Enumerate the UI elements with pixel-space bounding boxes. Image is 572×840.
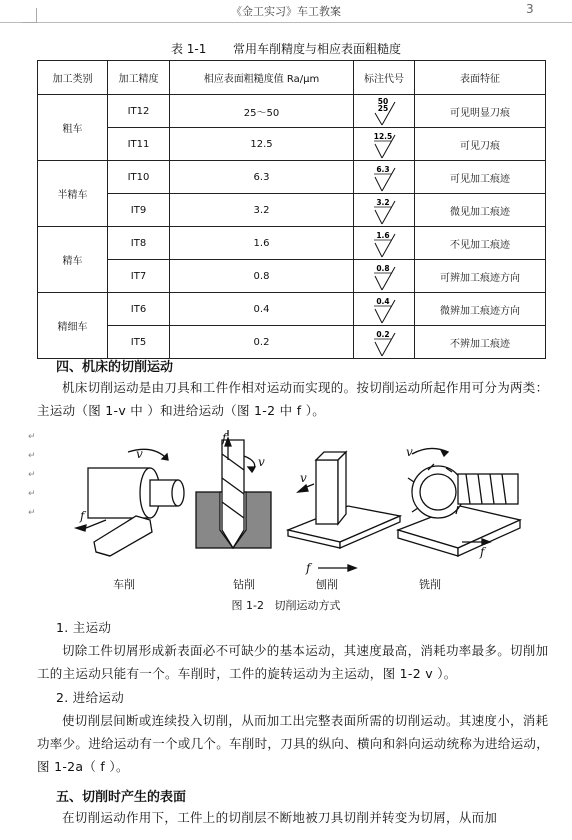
figure-label-planing: 刨削 — [316, 578, 338, 591]
feed-symbol: f — [480, 545, 485, 559]
ra-cell: 12.5 — [170, 128, 354, 161]
ra-cell: 0.2 — [170, 326, 354, 359]
roughness-symbol-icon — [371, 130, 397, 159]
roughness-symbol-icon — [371, 97, 397, 126]
page-number: 3 — [526, 2, 534, 16]
table-row — [38, 128, 546, 161]
roughness-value-top: 6.3 — [376, 164, 390, 174]
table-row — [38, 227, 546, 260]
roughness-symbol-icon — [371, 163, 397, 192]
feed-symbol: f — [80, 509, 85, 523]
roughness-value-top: 3.2 — [376, 197, 390, 207]
header-cell: 加工类别 — [38, 61, 108, 95]
code-cell — [354, 260, 415, 293]
turning-diagram — [76, 449, 184, 556]
code-cell — [354, 293, 415, 326]
header-cell: 标注代号 — [354, 61, 415, 95]
feature-cell: 可见明显刀痕 — [415, 95, 546, 128]
feed-symbol: f — [222, 431, 227, 445]
code-cell — [354, 161, 415, 194]
grade-cell: IT6 — [108, 293, 170, 326]
roughness-value-top: 0.2 — [376, 329, 390, 339]
header-cell: 加工精度 — [108, 61, 170, 95]
roughness-symbol-icon — [371, 328, 397, 357]
figure-caption: 图 1-2 切削运动方式 — [231, 599, 341, 612]
grade-cell: IT5 — [108, 326, 170, 359]
section-heading: 五、切削时产生的表面 — [56, 790, 187, 805]
drilling-diagram — [196, 430, 271, 548]
velocity-symbol: v — [258, 455, 265, 469]
roughness-value-top: 50 — [377, 96, 389, 106]
feature-cell: 可辨加工痕迹方向 — [415, 260, 546, 293]
figure-label-milling: 铣削 — [419, 578, 441, 591]
code-cell — [354, 95, 415, 128]
roughness-symbol-icon — [371, 229, 397, 258]
table-row — [38, 161, 546, 194]
feature-cell: 不辨加工痕迹 — [415, 326, 546, 359]
paragraph-marks: ↵ ↵ ↵ ↵ ↵ — [28, 432, 36, 518]
code-cell — [354, 227, 415, 260]
grade-cell: IT10 — [108, 161, 170, 194]
grade-cell: IT9 — [108, 194, 170, 227]
code-cell — [354, 326, 415, 359]
code-cell — [354, 194, 415, 227]
roughness-value-top: 12.5 — [373, 131, 393, 141]
roughness-symbol-icon — [371, 262, 397, 291]
feature-cell: 微见加工痕迹 — [415, 194, 546, 227]
ra-cell: 0.4 — [170, 293, 354, 326]
header-cell: 表面特征 — [415, 61, 546, 95]
table-row — [38, 326, 546, 359]
table-row — [38, 194, 546, 227]
roughness-symbol-icon — [371, 196, 397, 225]
milling-diagram — [398, 448, 520, 556]
planing-diagram — [288, 452, 400, 571]
roughness-value-top: 1.6 — [376, 230, 390, 240]
ra-cell: 25～50 — [170, 95, 354, 128]
category-cell: 精车 — [38, 227, 108, 293]
roughness-value-bottom: 25 — [377, 103, 389, 113]
velocity-symbol: v — [136, 447, 143, 461]
figure-label-drilling: 钻削 — [233, 578, 255, 591]
velocity-symbol: v — [300, 471, 307, 485]
ra-cell: 3.2 — [170, 194, 354, 227]
subsection-heading: 2. 进给运动 — [56, 690, 124, 705]
table-row — [38, 260, 546, 293]
ra-cell: 0.8 — [170, 260, 354, 293]
header-title: 《金工实习》车工教案 — [231, 5, 341, 18]
roughness-table — [37, 60, 546, 359]
body-paragraph: 在切削运动作用下，工件上的切削层不断地被刀具切削并转变为切屑，从而加 — [62, 810, 498, 825]
ra-cell: 6.3 — [170, 161, 354, 194]
velocity-symbol: v — [406, 445, 413, 459]
table-row — [38, 293, 546, 326]
category-cell: 粗车 — [38, 95, 108, 161]
subsection-heading: 1. 主运动 — [56, 620, 112, 635]
header-cell: 相应表面粗糙度值 Ra/μm — [170, 61, 354, 95]
feed-symbol: f — [306, 561, 311, 575]
roughness-symbol-icon — [371, 295, 397, 324]
feature-cell: 微辨加工痕迹方向 — [415, 293, 546, 326]
ra-cell: 1.6 — [170, 227, 354, 260]
table-header-row — [38, 61, 546, 95]
grade-cell: IT11 — [108, 128, 170, 161]
table-row — [38, 95, 546, 128]
section-heading: 四、机床的切削运动 — [56, 360, 174, 375]
category-cell: 精细车 — [38, 293, 108, 359]
category-cell: 半精车 — [38, 161, 108, 227]
code-cell — [354, 128, 415, 161]
grade-cell: IT8 — [108, 227, 170, 260]
grade-cell: IT7 — [108, 260, 170, 293]
roughness-value-top: 0.4 — [376, 296, 390, 306]
feature-cell: 不见加工痕迹 — [415, 227, 546, 260]
body-paragraph: 使切削层间断或连续投入切削，从而加工出完整表面所需的切削运动。其速度小，消耗功率少。进给运动有一个或几个。车削时，刀具的纵向、横向和斜向运动统称为进给运动，图 1-2a（ f ）。 — [37, 713, 550, 774]
cutting-motion-figure — [68, 430, 538, 580]
roughness-value-top: 0.8 — [376, 263, 390, 273]
body-paragraph: 机床切削运动是由刀具和工件作相对运动而实现的。按切削运动所起作用可分为两类：主运动（图 1-v 中 ）和进给运动（图 1-2 中 f ）。 — [37, 380, 549, 418]
grade-cell: IT12 — [108, 95, 170, 128]
feature-cell: 可见加工痕迹 — [415, 161, 546, 194]
figure-label-turning: 车削 — [113, 578, 135, 591]
body-paragraph: 切除工件切屑形成新表面必不可缺少的基本运动，其速度最高，消耗功率最多。切削加工的主运动只能有一个。车削时，工件的旋转运动为主运动，图 1-2 v ）。 — [37, 643, 549, 681]
margin-corner-mark — [22, 8, 37, 23]
feature-cell: 可见刀痕 — [415, 128, 546, 161]
table-caption: 表 1-1 常用车削精度与相应表面粗糙度 — [170, 42, 402, 56]
